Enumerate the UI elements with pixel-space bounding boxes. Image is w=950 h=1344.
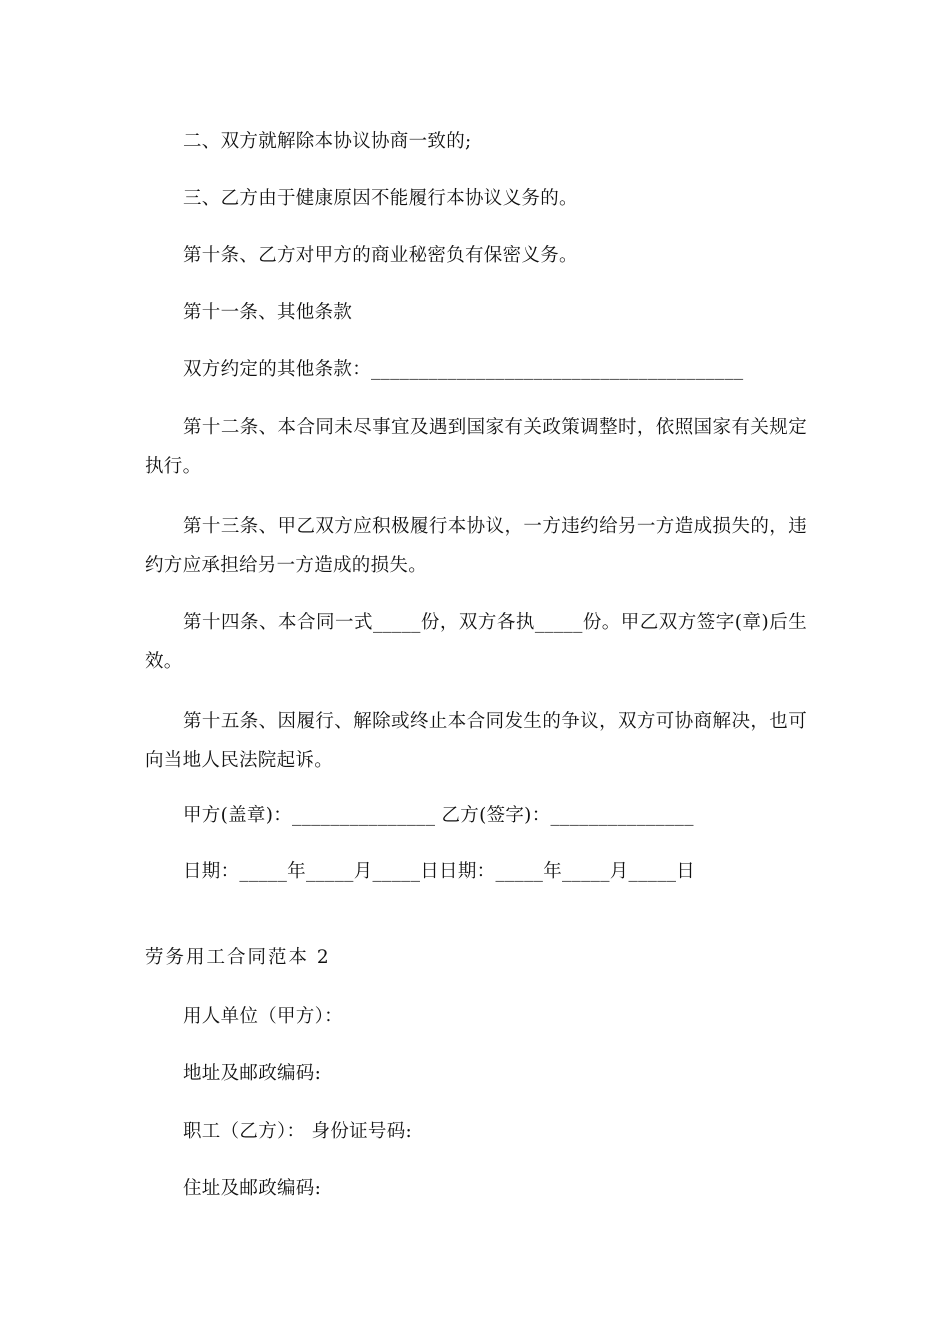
employee-field: 职工（乙方）： 身份证号码:: [183, 1121, 413, 1142]
clause-article-13: 第十三条、甲乙双方应积极履行本协议，一方违约给另一方造成损失的，违约方应承担给另一方造成的损失。: [145, 516, 807, 576]
clause-article-11: 第十一条、其他条款: [183, 302, 353, 323]
section-title: 劳务用工合同范本 2: [145, 947, 331, 968]
clause-line: 二、双方就解除本协议协商一致的;: [183, 131, 472, 152]
other-terms-line: 双方约定的其他条款：_______________________________________: [183, 359, 744, 380]
employer-address-field: 地址及邮政编码:: [183, 1063, 322, 1084]
clause-article-15: 第十五条、因履行、解除或终止本合同发生的争议，双方可协商解决，也可向当地人民法院起诉。: [145, 711, 807, 771]
clause-article-12: 第十二条、本合同未尽事宜及遇到国家有关政策调整时，依照国家有关规定执行。: [145, 417, 807, 477]
clause-article-10: 第十条、乙方对甲方的商业秘密负有保密义务。: [183, 245, 578, 266]
clause-article-14: 第十四条、本合同一式_____份，双方各执_____份。甲乙双方签字(章)后生效。: [145, 612, 807, 672]
date-line: 日期：_____年_____月_____日日期：_____年_____月_____日: [183, 861, 696, 882]
clause-line: 三、乙方由于健康原因不能履行本协议义务的。: [183, 188, 578, 209]
employer-field: 用人单位（甲方）：: [183, 1006, 343, 1027]
signature-line: 甲方(盖章)：_______________ 乙方(签字)：_______________: [183, 805, 694, 826]
employee-address-field: 住址及邮政编码:: [183, 1178, 322, 1199]
